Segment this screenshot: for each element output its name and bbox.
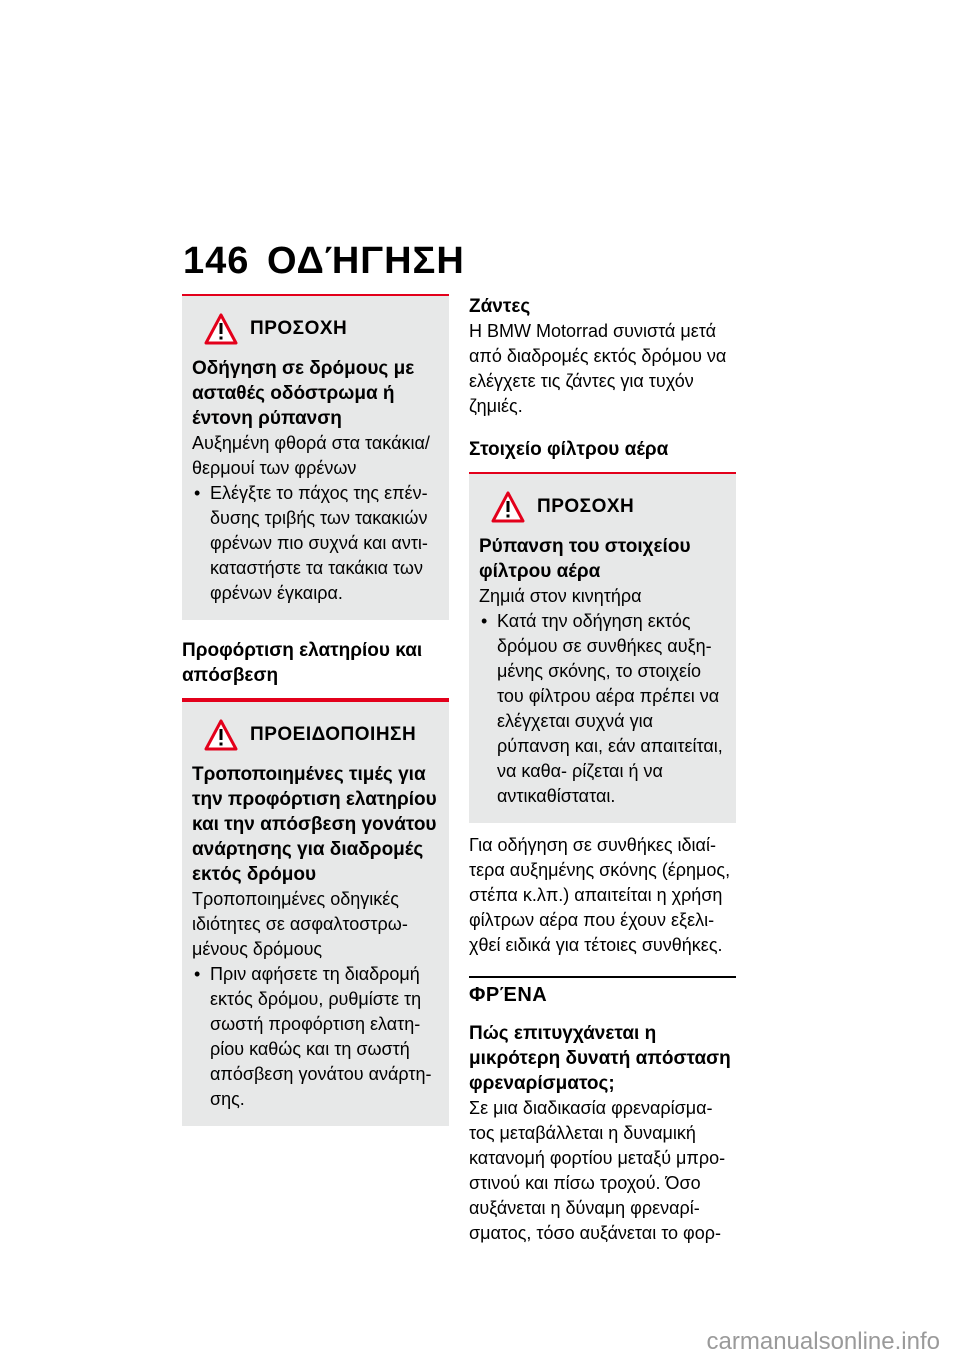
- watermark: carmanualsonline.info: [706, 1328, 940, 1355]
- warning-label: ΠΡΟΣΟΧΗ: [250, 318, 348, 339]
- notice-box-suspension: [182, 700, 449, 1126]
- filter-warning-subtitle: Ρύπανση του στοιχείου φίλτρου αέρα: [479, 536, 691, 582]
- right-column: [469, 294, 736, 1246]
- filter-warning-text: Ζημιά στον κινητήρα: [479, 586, 642, 606]
- filter-warning-bullet: • Κατά την οδήγηση εκτός δρόμου σε συνθήκες αυξη- μένης σκόνης, το στοιχείο του φίλτρου αέρα πρέπει να ελέγχεται συχνά για ρύπανση και, εάν απαιτείται, να καθα- ρίζεται ή να αντικαθίσταται.: [479, 609, 726, 809]
- page-header: [183, 240, 465, 283]
- warning-bullet: • Ελέγξτε το πάχος της επέν- δυσης τριβής των τακακιών φρένων πιο συχνά και αντι- καταστήστε τα τακάκια των φρένων έγκαιρα.: [192, 481, 439, 606]
- warning-header: [192, 312, 439, 346]
- chapter-title: ΟΔΉΓΗΣΗ: [267, 240, 465, 282]
- left-column: [182, 294, 449, 1126]
- brakes-subtitle: Πώς επιτυγχάνεται η μικρότερη δυνατή απόσταση φρεναρίσματος;: [469, 1023, 731, 1094]
- page-number: 146: [183, 240, 250, 282]
- notice-label: ΠΡΟΕΙΔΟΠΟΙΗΣΗ: [250, 724, 417, 745]
- filter-text: Για οδήγηση σε συνθήκες ιδιαί- τερα αυξημένης σκόνης (έρημος, στέπα κ.λπ.) απαιτείται η χρήση φίλτρων αέρα που έχουν εξελι- χθεί ειδικά για τέτοιες συνθήκες.: [469, 835, 731, 955]
- warning-box-air-filter: [469, 474, 736, 823]
- warning-triangle-icon: [491, 490, 525, 524]
- rims-text: Η BMW Motorrad συνιστά μετά από διαδρομές εκτός δρόμου να ελέγχετε τις ζάντες για τυχόν ζημιές.: [469, 321, 727, 416]
- section-heading-suspension: Προφόρτιση ελατηρίου και απόσβεση: [182, 638, 449, 700]
- brakes-text: Σε μια διαδικασία φρεναρίσμα- τος μεταβάλλεται η δυναμική κατανομή φορτίου μεταξύ μπρο- στινού και πίσω τροχού. Όσο αυξάνεται η δύναμη φρεναρί- σματος, τόσο αυξάνεται το φορ-: [469, 1098, 726, 1243]
- notice-header: [192, 718, 439, 752]
- warning-triangle-icon: [204, 312, 238, 346]
- warning-triangle-icon: [204, 718, 238, 752]
- brakes-heading: ΦΡΈΝΑ: [469, 976, 736, 1007]
- notice-subtitle: Τροποποιημένες τιμές για την προφόρτιση ελατηρίου και την απόσβεση γονάτου ανάρτησης για διαδρομές εκτός δρόμου: [192, 764, 437, 885]
- filter-warning-header: [479, 490, 726, 524]
- filter-warning-label: ΠΡΟΣΟΧΗ: [537, 496, 635, 517]
- warning-box-brakes: [182, 294, 449, 620]
- notice-text: Τροποποιημένες οδηγικές ιδιότητες σε ασφαλτοστρω- μένους δρόμους: [192, 889, 408, 959]
- warning-subtitle: Οδήγηση σε δρόμους με ασταθές οδόστρωμα ή έντονη ρύπανση: [192, 358, 415, 429]
- rims-heading: Ζάντες: [469, 296, 531, 317]
- warning-text: Αυξημένη φθορά στα τακάκια/ θερμουί των φρένων: [192, 433, 430, 478]
- notice-bullet: • Πριν αφήσετε τη διαδρομή εκτός δρόμου, ρυθμίστε τη σωστή προφόρτιση ελατη- ρίου καθώς και τη σωστή απόσβεση γονάτου ανάρτη- σης.: [192, 962, 439, 1112]
- section-heading-air-filter: Στοιχείο φίλτρου αέρα: [469, 437, 736, 474]
